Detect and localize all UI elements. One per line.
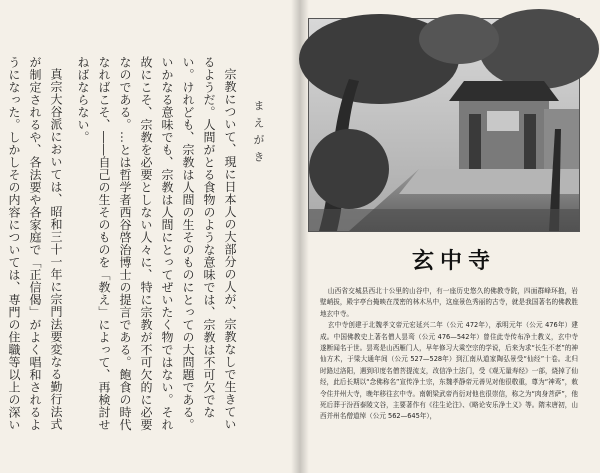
temple-title: 玄中寺 (411, 248, 496, 274)
preface-body (7, 56, 240, 442)
temple-paragraph-1: 山西省交城县西北十公里的山谷中，有一座历史悠久的佛教寺院，四面群峰环抱，岩壁峭拔，殿宇亭台掩映在茂密的林木丛中，这座景色秀丽的古寺，就是我国著名的佛教胜地玄中寺。 (320, 287, 578, 318)
preface-paragraph-1: 宗教について、現に日本人の大部分の人が、宗教なしで生きているようだ。人間がとる食物のような意味では、宗教は不可欠でない。けれども、宗教は人間の生そのものにとっての大問題である。いかなる意味でも、宗教は人間にとってぜいたく物ではない。それ故にこそ、宗教を必要としない人々に、特に宗教が不可欠的に必要なのである。…とは哲学者西谷啓治博士の提言である。飽食の時代なればこそ、――自己の生そのものを「教え」によって、再検討せねばならない。 (76, 56, 237, 431)
temple-paragraph-2: 玄中寺创建于北魏孝文帝元宏延兴二年（公元 472年），承明元年（公元 476年）建成。中国佛教史上著名僧人昙鸾（公元 476—542年）曾住此寺传布净土教义，玄中寺遂断闻名于世。昙鸾是山西雁门人，早年修习大乘空宗的学说，后来为求“长生不老”的神仙方术，于梁大通年间（公元 527—528年）到江南从道家陶弘景受“仙经”十卷。北归时路过洛阳，遇到印度名僧菩提流支，改信净土法门，受《观无量寿经》一部，烧掉了仙经，此后长期以“念佛称名”宣传净土宗，东魏孝静帝元善见对他很敬重，尊为“神鸾”，敕令住并州大寺，晚年移往玄中寺。南朝梁武帝肖衍对他也很崇信，称之为“肉身菩萨”，他死后葬于汾西泰陵文谷，主要著作有《往生论注》、《略论安乐净土义》等。隋末唐初，山西并州名僧道绰（公元 562—645年）， (320, 321, 578, 421)
preface-heading: まえがき (252, 100, 265, 168)
temple-description (320, 286, 578, 472)
temple-photo (308, 18, 580, 232)
temple-gate-image (309, 19, 579, 231)
preface-paragraph-2: 真宗大谷派においては、昭和三十一年に宗門法要変なる勤行法式が制定されるや、各法要や各家庭で「正信偈」がよく唱和されるようになった。しかしその内容については、専門の住職等以上の深い (7, 56, 63, 431)
